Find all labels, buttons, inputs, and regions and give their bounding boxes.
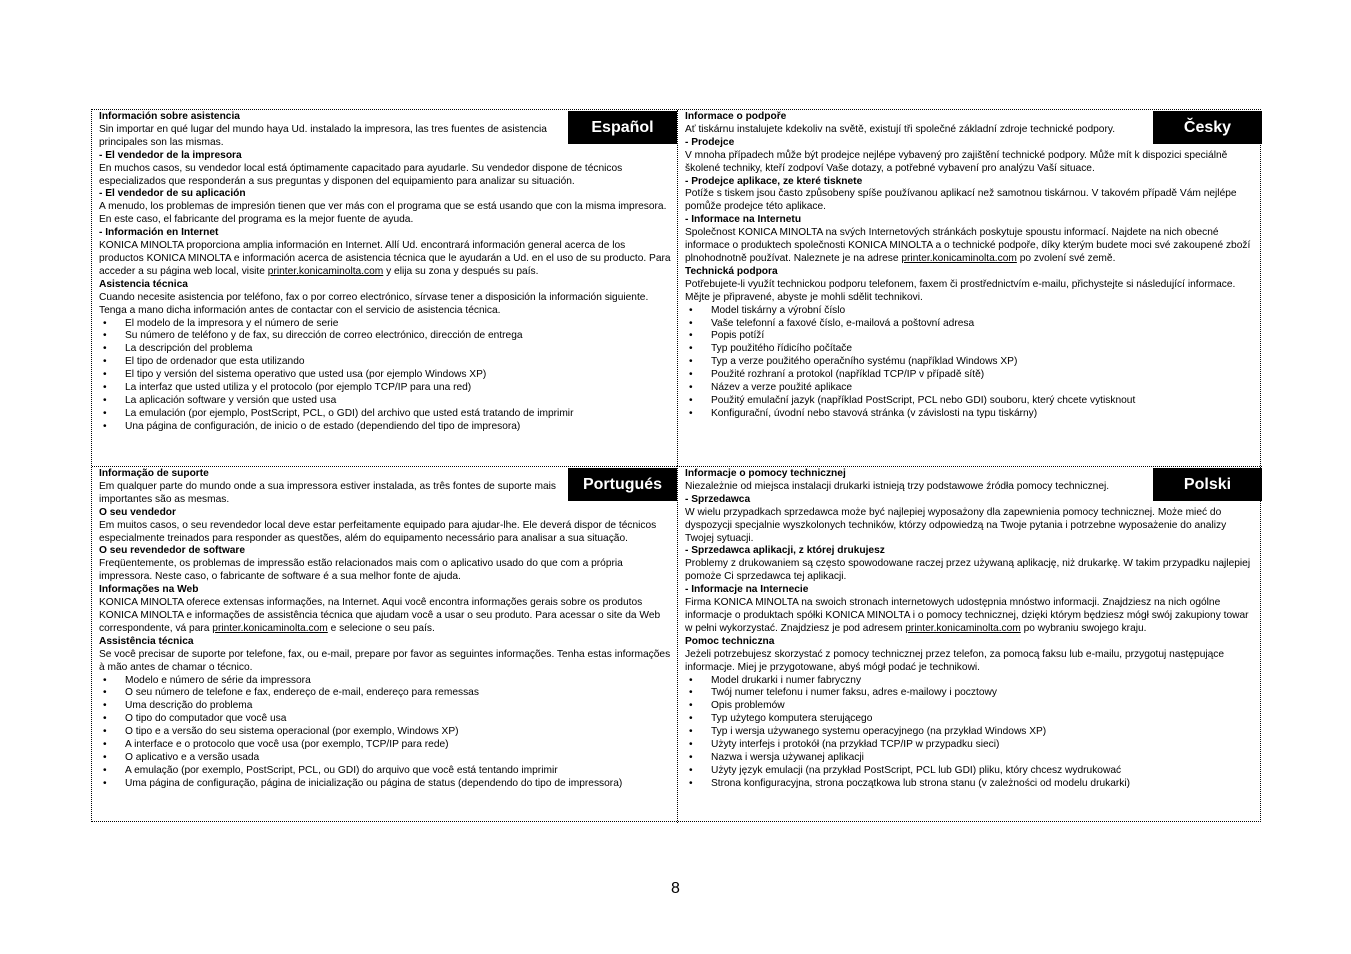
internet-text: Společnost KONICA MINOLTA na svých Internetových stránkách poskytuje spoustu informací. Najdete na nich obecné informace o produktech společnosti KONICA MINOLTA a o technické podpoře, díky kterým budete moci své zakoupené zboží plnohodnotně používat. Naleznete je na adrese printer.konicaminolta.com po zvolení své země. <box>685 227 1251 264</box>
heading-internet: Informações na Web <box>99 584 199 596</box>
heading-app-vendor: - Sprzedawca aplikacji, z której drukujesz <box>685 545 885 557</box>
list-item: • Modelo e número de série da impressora <box>99 675 671 688</box>
list-item: • Una página de configuración, de inicio o de estado (dependiendo del tipo de impresora) <box>99 421 671 434</box>
intro-text: Ať tiskárnu instalujete kdekoliv na světě, existují tři společné základní zdroje technické podpory. <box>685 123 1116 135</box>
section-title: Información sobre asistencia <box>99 111 240 122</box>
list-item: • Strona konfiguracyjna, strona początkowa lub strona stanu (v zależności od modelu drukarki) <box>685 778 1256 791</box>
section-pl <box>677 466 1262 823</box>
list-item: • La descripción del problema <box>99 343 671 356</box>
tech-support-text: Se você precisar de suporte por telefone, fax, ou e-mail, prepare por favor as seguintes informações. Tenha estas informações à mão antes de chamar o técnico. <box>99 648 671 673</box>
list-item: • Użyty język emulacji (na przykład PostScript, PCL lub GDI) pliku, który chcesz wydrukować <box>685 765 1256 778</box>
list-item: • Použitý emulační jazyk (například PostScript, PCL nebo GDI) souboru, který chcete vytisknout <box>685 395 1256 408</box>
list-item: • Konfigurační, úvodní nebo stavová stránka (v závislosti na typu tiskárny) <box>685 408 1256 421</box>
intro-text: Niezależnie od miejsca instalacji drukarki istnieją trzy podstawowe źródła pomocy technicznej. <box>685 480 1110 492</box>
heading-tech-support: Asistencia técnica <box>99 278 188 290</box>
list-item: • Nazwa i wersja używanej aplikacji <box>685 752 1256 765</box>
dealer-text: En muchos casos, su vendedor local está óptimamente capacitado para ayudarle. Su vendedor dispone de técnicos especializados que responderán a sus preguntas y disponen del equipamiento para analizar su situación. <box>99 162 623 187</box>
language-badge: Español <box>568 111 677 144</box>
heading-dealer: - El vendedor de la impresora <box>99 149 242 161</box>
heading-dealer: - Prodejce <box>685 136 735 148</box>
list-item: • La emulación (por ejemplo, PostScript, PCL, o GDI) del archivo que usted está tratando de imprimir <box>99 408 671 421</box>
list-item: • A emulação (por exemplo, PostScript, PCL, ou GDI) do arquivo que você está tentando imprimir <box>99 765 671 778</box>
heading-app-vendor: O seu revendedor de software <box>99 545 246 557</box>
section-pt <box>92 466 677 823</box>
list-item: • Typ použitého řídicího počítače <box>685 343 1256 356</box>
list-item: • Uma página de configuração, página de inicialização ou página de status (dependendo do tipo de impressora) <box>99 778 671 791</box>
website-link[interactable]: printer.konicaminolta.com <box>212 622 328 634</box>
website-link[interactable]: printer.konicaminolta.com <box>267 265 384 277</box>
section-cz <box>677 110 1262 466</box>
list-item: • O aplicativo e a versão usada <box>99 752 671 765</box>
intro-text: Em qualquer parte do mundo onde a sua impressora estiver instalada, as três fontes de suporte mais importantes são as mesmas. <box>99 480 556 505</box>
list-item: • Model tiskárny a výrobní číslo <box>685 305 1256 318</box>
list-item: • Model drukarki i numer fabryczny <box>685 675 1256 688</box>
heading-tech-support: Technická podpora <box>685 265 778 277</box>
info-list <box>99 675 671 791</box>
internet-text: KONICA MINOLTA oferece extensas informações, na Internet. Aqui você encontra informações gerais sobre os produtos KONICA MINOLTA e informações de assistência técnica que ajudam você a usar o seu produto. Para acessar o site da Web correspondente, vá para printer.konicaminolta.com e selecione o seu país. <box>99 597 661 634</box>
list-item: • Název a verze použité aplikace <box>685 382 1256 395</box>
language-badge: Česky <box>1153 111 1262 144</box>
dealer-text: V mnoha případech může být prodejce nejlépe vybavený pro zajištění technické podpory. Může mít k dispozici speciálně školené techniky, kteří zodpoví Vaše dotazy, a potřebné vybavení pro analýzu Vaší situace. <box>685 149 1228 174</box>
list-item: • O tipo do computador que você usa <box>99 713 671 726</box>
list-item: • O seu número de telefone e fax, endereço de e-mail, endereço para remessas <box>99 687 671 700</box>
dealer-text: Em muitos casos, o seu revendedor local deve estar perfeitamente equipado para ajudar-lhe. Ele deverá dispor de técnicos especialmente treinados para responder as questões, além do equipamento necessário para analisar a sua situação. <box>99 519 657 544</box>
list-item: • Uma descrição do problema <box>99 700 671 713</box>
app-vendor-text: Problemy z drukowaniem są często spowodowane raczej przez używaną aplikację, niż drukarkę. W takim przypadku najlepiej pomoże Ci sprzedawca tej aplikacji. <box>685 558 1251 583</box>
list-item: • Typ a verze použitého operačního systému (například Windows XP) <box>685 356 1256 369</box>
info-list <box>685 675 1256 791</box>
info-list <box>685 305 1256 421</box>
app-vendor-text: Potíže s tiskem jsou často způsobeny spíše používanou aplikací než samotnou tiskárnou. V takovém případě Vám nejlépe pomůže prodejce této aplikace. <box>685 188 1237 213</box>
tech-support-text: Potřebujete-li využít technickou podporu telefonem, faxem či prostřednictvím e-mailu, přichystejte si následující informace. Mějte je připravené, abyste je mohli sdělit technikovi. <box>685 278 1236 303</box>
app-vendor-text: A menudo, los problemas de impresión tienen que ver más con el programa que se está usando que con la misma impresora. En este caso, el fabricante del programa es la mejor fuente de ayuda. <box>99 201 667 226</box>
heading-tech-support: Assistência técnica <box>99 635 194 647</box>
heading-internet: - Informacje na Internecie <box>685 584 809 596</box>
list-item: • La interfaz que usted utiliza y el protocolo (por ejemplo TCP/IP para una red) <box>99 382 671 395</box>
list-item: • El tipo de ordenador que esta utilizando <box>99 356 671 369</box>
internet-text: Firma KONICA MINOLTA na swoich stronach internetowych udostępnia mnóstwo informacji. Znajdziesz na nich ogólne informacje o produktach spółki KONICA MINOLTA i o pomocy technicznej, dzięki którym będziesz mógł swój zakupiony towar w pełni wykorzystać. Znajdziesz je pod adresem printer.konicaminolta.com po wybraniu swojego kraju. <box>685 597 1249 634</box>
list-item: • Typ i wersja używanego systemu operacyjnego (na przykład Windows XP) <box>685 726 1256 739</box>
list-item: • Użyty interfejs i protokół (na przykład TCP/IP w przypadku sieci) <box>685 739 1256 752</box>
list-item: • Twój numer telefonu i numer faksu, adres e-mailowy i pocztowy <box>685 687 1256 700</box>
list-item: • Su número de teléfono y de fax, su dirección de correo electrónico, dirección de entrega <box>99 330 671 343</box>
section-es <box>92 110 677 466</box>
internet-text: KONICA MINOLTA proporciona amplia información en Internet. Allí Ud. encontrará información general acerca de los productos KONICA MINOLTA e información acerca de asistencia técnica que le ayudarán a Ud. en el uso de su producto. Para acceder a su página web local, visite printer.konicaminolta.com y elija su zona y después su país. <box>99 240 671 277</box>
section-title: Informacje o pomocy technicznej <box>685 468 846 479</box>
info-list <box>99 318 671 434</box>
heading-dealer: O seu vendedor <box>99 506 176 518</box>
heading-internet: - Informace na Internetu <box>685 214 802 226</box>
list-item: • Opis problemów <box>685 700 1256 713</box>
heading-app-vendor: - Prodejce aplikace, ze které tisknete <box>685 175 863 187</box>
list-item: • A interface e o protocolo que você usa (por exemplo, TCP/IP para rede) <box>99 739 671 752</box>
heading-internet: - Información en Internet <box>99 227 219 239</box>
heading-dealer: - Sprzedawca <box>685 493 751 505</box>
list-item: • El tipo y versión del sistema operativo que usted usa (por ejemplo Windows XP) <box>99 369 671 382</box>
language-badge: Portugués <box>568 468 677 501</box>
website-link[interactable]: printer.konicaminolta.com <box>905 622 1021 634</box>
support-info-grid <box>91 109 1261 822</box>
list-item: • El modelo de la impresora y el número de serie <box>99 318 671 331</box>
tech-support-text: Jeżeli potrzebujesz skorzystać z pomocy technicznej przez telefon, za pomocą faksu lub e-mailu, przygotuj następujące informacje. Miej je przygotowane, abyś mógł podać je technikowi. <box>685 648 1225 673</box>
list-item: • Typ użytego komputera sterującego <box>685 713 1256 726</box>
list-item: • O tipo e a versão do seu sistema operacional (por exemplo, Windows XP) <box>99 726 671 739</box>
app-vendor-text: Freqüentemente, os problemas de impressão estão relacionados mais com o aplicativo usado do que com a própria impressora. Neste caso, o fabricante de software é a sua melhor fonte de ajuda. <box>99 558 623 583</box>
list-item: • Použité rozhraní a protokol (například TCP/IP v případě sítě) <box>685 369 1256 382</box>
heading-app-vendor: - El vendedor de su aplicación <box>99 188 246 200</box>
section-title: Informace o podpoře <box>685 111 787 122</box>
tech-support-text: Cuando necesite asistencia por teléfono, fax o por correo electrónico, sírvase tener a disposición la información siguiente. Tenga a mano dicha información antes de contactar con el servicio de asistencia técnica. <box>99 291 649 316</box>
language-badge: Polski <box>1153 468 1262 501</box>
website-link[interactable]: printer.konicaminolta.com <box>901 252 1017 264</box>
section-title: Informação de suporte <box>99 468 209 479</box>
list-item: • La aplicación software y versión que usted usa <box>99 395 671 408</box>
list-item: • Vaše telefonní a faxové číslo, e-mailová a poštovní adresa <box>685 318 1256 331</box>
list-item: • Popis potíží <box>685 330 1256 343</box>
heading-tech-support: Pomoc techniczna <box>685 635 775 647</box>
page-number: 8 <box>671 880 680 897</box>
dealer-text: W wielu przypadkach sprzedawca może być najlepiej wyposażony dla zapewnienia pomocy technicznej. Może mieć do dyspozycji specjalnie wyszkolonych techników, którzy odpowiedzą na Twoje pytania i potrzebne wyposażenie do analizy Twojej sytuacji. <box>685 506 1227 544</box>
intro-text: Sin importar en qué lugar del mundo haya Ud. instalado la impresora, las tres fuentes de asistencia principales son las mismas. <box>99 123 547 148</box>
